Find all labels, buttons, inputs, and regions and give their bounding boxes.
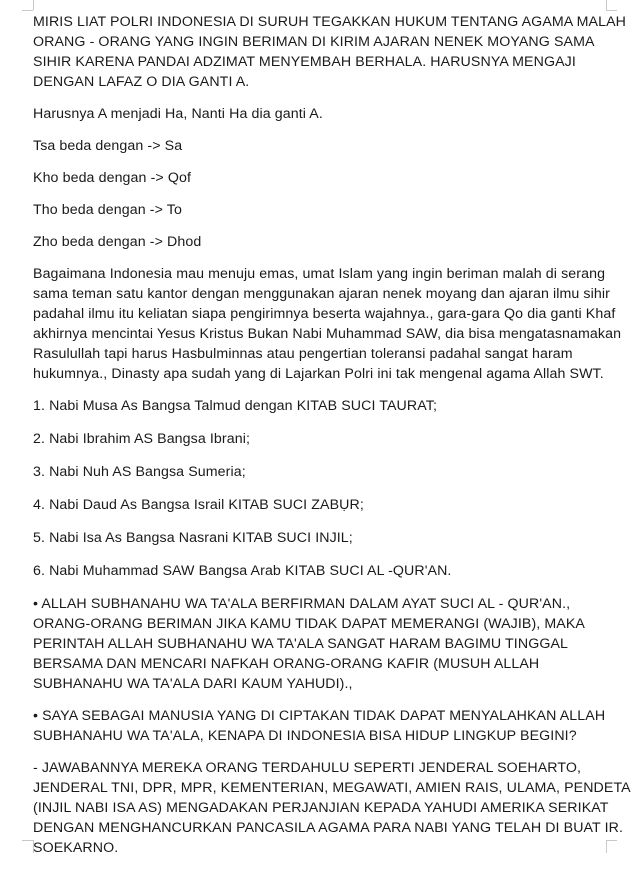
letter-rule-tsa: Tsa beda dengan -> Sa [33,138,183,154]
letter-rule-tho: Tho beda dengan -> To [33,202,182,218]
answer-paragraph: - JAWABANNYA MEREKA ORANG TERDAHULU SEPERTI JENDERAL SOEHARTO, JENDERAL TNI, DPR, MPR, KEMENTERIAN, MEGAWATI, AMIEN RAIS, ULAMA, PENDETA (INJIL NABI ISA AS) MENGADAKAN PERJANJIAN KEPADA YAHUDI AMERIKA SERIKAT DENGAN MENGHANCURKAN PANCASILA AGAMA PARA NABI YANG TELAH DI BUAT IR. SOEKARNO. [33,760,630,856]
list-item-6: 6. Nabi Muhammad SAW Bangsa Arab KITAB SUCI AL -QUR'AN. [33,563,452,579]
list-item-2: 2. Nabi Ibrahim AS Bangsa Ibrani; [33,431,251,447]
intro-paragraph: MIRIS LIAT POLRI INDONESIA DI SURUH TEGAKKAN HUKUM TENTANG AGAMA MALAH ORANG - ORANG YANG INGIN BERIMAN DI KIRIM AJARAN NENEK MOYANG SAMA SIHIR KARENA PANDAI ADZIMAT MENYEMBAH BERHALA. HARUSNYA MENGAJI DENGAN LAFAZ O DIA GANTI A. [33,14,627,90]
list-item-1: 1. Nabi Musa As Bangsa Talmud dengan KITAB SUCI TAURAT; [33,398,437,414]
list-item-3: 3. Nabi Nuh AS Bangsa Sumeria; [33,464,246,480]
document-body [33,12,631,870]
letter-rule-kho: Kho beda dengan -> Qof [33,170,191,186]
bullet-paragraph-1: • ALLAH SUBHANAHU WA TA'ALA BERFIRMAN DALAM AYAT SUCI AL - QUR'AN., ORANG-ORANG BERIMAN JIKA KAMU TIDAK DAPAT MEMERANGI (WAJIB), MAKA PERINTAH ALLAH SUBHANAHU WA TA'ALA SANGAT HARAM BAGIMU TINGGAL BERSAMA DAN MENCARI NAFKAH ORANG-ORANG KAFIR (MUSUH ALLAH SUBHANAHU WA TA'ALA DARI KAUM YAHUDI)., [33,596,585,692]
crop-mark-bottom-left-h [22,840,33,841]
list-item-5: 5. Nabi Isa As Bangsa Nasrani KITAB SUCI INJIL; [33,530,353,546]
letter-rule-zho: Zho beda dengan -> Dhod [33,234,202,250]
crop-mark-top-right-h [606,10,617,11]
rule-paragraph: Harusnya A menjadi Ha, Nanti Ha dia ganti A. [33,106,323,122]
crop-mark-top-left-h [22,10,33,11]
list-item-4: 4. Nabi Daud As Bangsa Israil KITAB SUCI ZABỤR; [33,497,364,513]
bullet-paragraph-2: • SAYA SEBAGAI MANUSIA YANG DI CIPTAKAN TIDAK DAPAT MENYALAHKAN ALLAH SUBHANAHU WA TA'ALA, KENAPA DI INDONESIA BISA HIDUP LINGKUP BEGINI? [33,708,606,744]
crop-mark-top-right [606,0,607,10]
body-paragraph: Bagaimana Indonesia mau menuju emas, umat Islam yang ingin beriman malah di serang sama teman satu kantor dengan menggunakan ajaran nenek moyang dan ajaran ilmu sihir padahal ilmu itu keliatan siapa pengirimnya beserta wajahnya., gara-gara Qo dia ganti Khaf akhirnya mencintai Yesus Kristus Bukan Nabi Muhammad SAW, dia bisa mengatasnamakan Rasulullah tapi harus Hasbulminnas atau pengertian toleransi padahal sangat haram hukumnya., Dinasty apa sudah yang di Lajarkan Polri ini tak mengenal agama Allah SWT. [33,266,622,382]
crop-mark-top-left [33,0,34,10]
